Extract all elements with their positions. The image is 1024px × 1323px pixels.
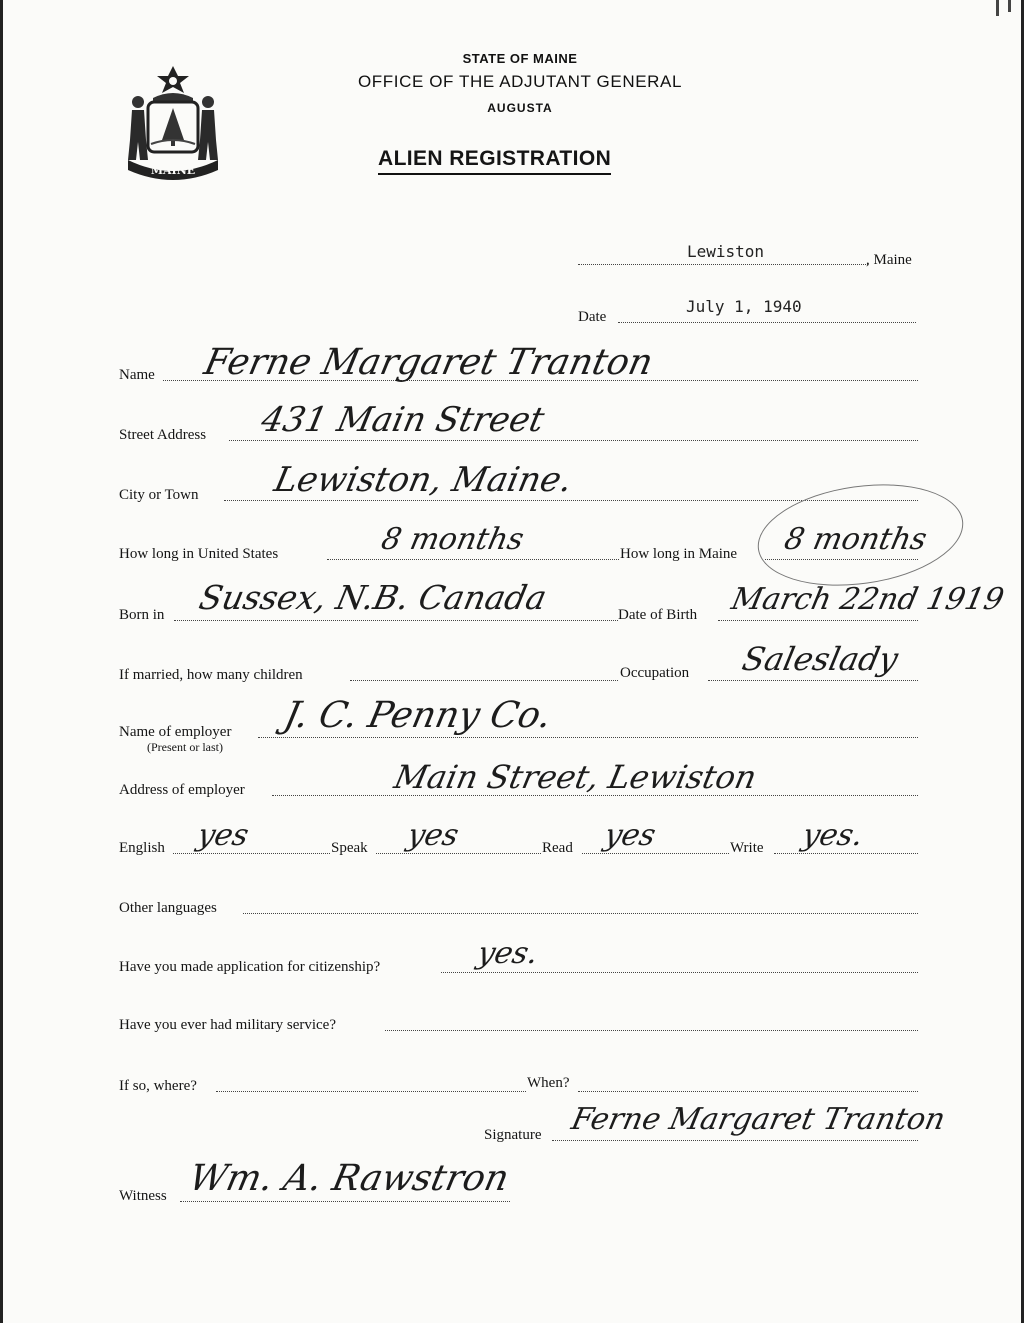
born-label: Born in xyxy=(119,607,165,623)
occupation-value: Saleslady xyxy=(738,640,902,678)
street-value: 431 Main Street xyxy=(257,400,548,440)
where-label: If so, where? xyxy=(119,1078,197,1094)
seal-text: MAINE xyxy=(150,164,196,177)
state-seal-icon xyxy=(118,62,228,182)
location-suffix: , Maine xyxy=(866,252,912,268)
header-city: AUGUSTA xyxy=(487,101,553,115)
street-label: Street Address xyxy=(119,427,207,443)
maine-duration-line xyxy=(765,559,918,560)
occupation-label: Occupation xyxy=(620,665,690,681)
citizenship-label: Have you made application for citizenship? xyxy=(119,959,381,975)
speak-line xyxy=(376,853,541,854)
witness-line xyxy=(180,1201,510,1202)
city-value: Lewiston, Maine. xyxy=(270,460,576,500)
write-value: yes. xyxy=(799,818,867,853)
dob-line xyxy=(718,620,918,621)
header-state: STATE OF MAINE xyxy=(462,51,578,66)
dob-value: March 22nd 1919 xyxy=(728,582,1007,617)
born-value: Sussex, N.B. Canada xyxy=(195,578,551,617)
us-duration-line xyxy=(327,559,619,560)
dob-label: Date of Birth xyxy=(618,607,698,623)
speak-label: Speak xyxy=(331,840,368,856)
english-label: English xyxy=(119,840,165,856)
date-label: Date xyxy=(578,309,607,325)
where-line xyxy=(216,1091,526,1092)
read-line xyxy=(582,853,729,854)
header-office: OFFICE OF THE ADJUTANT GENERAL xyxy=(357,72,683,91)
occupation-line xyxy=(708,680,918,681)
english-line xyxy=(173,853,330,854)
military-label: Have you ever had military service? xyxy=(119,1017,336,1033)
children-line xyxy=(350,680,618,681)
witness-value: Wm. A. Rawstron xyxy=(185,1158,513,1199)
military-line xyxy=(385,1030,918,1031)
signature-value: Ferne Margaret Tranton xyxy=(568,1102,949,1137)
citizenship-value: yes. xyxy=(474,936,542,971)
scan-mark xyxy=(996,0,999,16)
employer-line xyxy=(258,737,918,738)
write-label: Write xyxy=(730,840,764,856)
speak-value: yes xyxy=(404,818,462,853)
signature-label: Signature xyxy=(484,1127,542,1143)
name-label: Name xyxy=(119,367,155,383)
maine-duration-label: How long in Maine xyxy=(620,546,738,562)
employer-value: J. C. Penny Co. xyxy=(280,695,556,736)
employer-address-label: Address of employer xyxy=(119,782,245,798)
date-line xyxy=(618,322,916,323)
scan-mark xyxy=(1008,0,1011,12)
location-line xyxy=(578,264,868,265)
signature-line xyxy=(552,1140,918,1141)
maine-duration-value: 8 months xyxy=(781,522,930,557)
employer-sublabel: (Present or last) xyxy=(147,740,223,754)
citizenship-line xyxy=(441,972,918,973)
form-title: ALIEN REGISTRATION xyxy=(378,147,611,175)
other-languages-line xyxy=(243,913,918,914)
children-label: If married, how many children xyxy=(119,667,303,683)
born-line xyxy=(174,620,618,621)
us-duration-label: How long in United States xyxy=(119,546,279,562)
when-line xyxy=(578,1091,918,1092)
street-line xyxy=(229,440,918,441)
other-languages-label: Other languages xyxy=(119,900,217,916)
witness-label: Witness xyxy=(119,1188,167,1204)
employer-address-value: Main Street, Lewiston xyxy=(390,758,761,796)
write-line xyxy=(774,853,918,854)
english-value: yes xyxy=(194,818,252,853)
read-label: Read xyxy=(542,840,573,856)
city-label: City or Town xyxy=(119,487,199,503)
date-value: July 1, 1940 xyxy=(686,297,802,316)
employer-label: Name of employer xyxy=(119,724,232,740)
read-value: yes xyxy=(601,818,659,853)
name-value: Ferne Margaret Tranton xyxy=(200,342,657,383)
when-label: When? xyxy=(527,1075,570,1091)
us-duration-value: 8 months xyxy=(378,522,527,557)
location-value: Lewiston xyxy=(687,242,765,261)
